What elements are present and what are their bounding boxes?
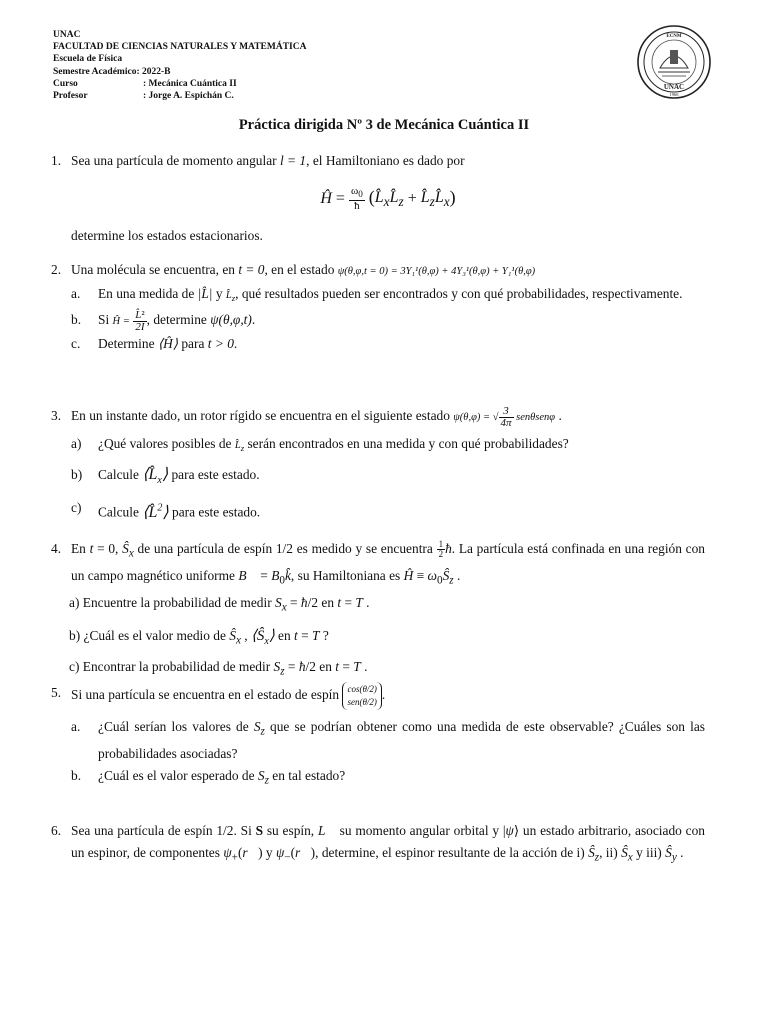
question-number: 2. [51, 262, 62, 277]
subquestion-letter: c) [71, 500, 82, 516]
professor-label: Profesor [53, 91, 88, 102]
question-1 [51, 150, 705, 246]
time-zero: t = 0 [238, 262, 265, 277]
subquestion-text: para este estado. [172, 504, 261, 520]
subquestion-letter: a) [69, 595, 80, 611]
subquestion-text: Encuentre la probabilidad de medir [82, 595, 272, 611]
subquestion-text: para este estado. [171, 466, 260, 482]
subquestion-letter: b. [71, 767, 82, 783]
subquestion-c: c) Calcule ⟨L̂$^2$⟩ para este estado. [71, 497, 705, 523]
subquestion-text: para [181, 335, 205, 351]
hamiltonian-equation: Ĥ = $\frac{\omega_0}{ħ}$ ($L̂_xL̂_z$ + $L̂_zL̂_x$) [320, 184, 456, 212]
subquestion-a: a. ¿Cuál serían los valores de $S_z$ que se podrían obtener como una medida de este observable? ¿Cuáles son las probabilidades asociadas? [71, 716, 705, 765]
question-text: , determine, el espinor resultante de la acción de i) [315, 844, 585, 860]
subquestion-c: c. Determine ⟨Ĥ⟩ para t > 0. [71, 333, 705, 355]
page-title: Práctica dirigida Nº 3 de Mecánica Cuántica II [238, 117, 530, 133]
question-text: Si una partícula se encuentra en el estado de espín [71, 687, 340, 703]
question-number: 4. [51, 541, 62, 556]
subquestion-letter: a. [71, 285, 81, 301]
semester-line: Semestre Académico: 2022-B [53, 66, 171, 77]
subquestion-text: en [319, 659, 332, 675]
subquestion-text: Si [98, 312, 110, 328]
subquestion-a: a) ¿Qué valores posibles de $L̂_z$ serán encontrados en una medida y con qué probabilidades? [71, 433, 705, 460]
course-value: : Mecánica Cuántica II [143, 78, 237, 89]
document-header [53, 29, 306, 102]
question-number: 5. [51, 685, 62, 700]
subquestion-letter: a. [71, 719, 81, 734]
subquestion-text: ¿Cuál es el valor esperado de [98, 767, 255, 783]
question-text: es medido y se encuentra [296, 541, 433, 556]
question-text: su espín, [266, 823, 315, 838]
subquestion-b: b. ¿Cuál es el valor esperado de $S_z$ en tal estado? [71, 765, 705, 792]
faculty-name: FACULTAD DE CIENCIAS NATURALES Y MATEMÁTICA [53, 42, 307, 53]
subquestion-letter: c. [71, 335, 81, 351]
subquestion-text: en [278, 627, 291, 643]
question-3: 3. En un instante dado, un rotor rígido se encuentra en el siguiente estado ψ(θ,φ) = √ $\frac{3}{4\pi}$ senθsenφ . a) ¿Qué valores posibles de $L̂_z$ serán encontrados en una medida y con qué probabilidades? b) Calcule $⟨L̂_x⟩$ para este estado. c) Calcule ⟨L̂$^2$⟩ para este estado. [51, 405, 705, 523]
question-text: , el Hamiltoniano es dado por [306, 153, 465, 168]
subquestion-c: c) Encontrar la probabilidad de medir $S_z$ = ħ/2 en t = T . [69, 659, 368, 678]
question-text: . Si [233, 823, 252, 838]
subquestion-text: En una medida de [98, 285, 195, 301]
svg-text:UNAC: UNAC [663, 83, 685, 91]
initial-state: ψ(θ,φ,t = 0) = 3Y₁¹(θ,φ) + 4Y₃¹(θ,φ) + Y₁¹(θ,φ) [337, 266, 536, 277]
question-text: . La partícula está confinada en una región con un campo magnético uniforme [71, 541, 706, 584]
subquestion-text: Determine [98, 335, 155, 351]
subquestion-text: serán encontrados en una medida y con qué probabilidades? [247, 436, 569, 452]
question-text: , ii) [599, 844, 618, 860]
course-row [53, 78, 306, 90]
question-text: Una molécula se encuentra, en [71, 262, 235, 277]
question-6: 6. Sea una partícula de espín 1/2. Si S su espín, L⃗ su momento angular orbital y |ψ⟩ un estado arbitrario, asociado con un espinor, de componentes $\psi_+(r⃗)$ y $\psi_-(r⃗)$, determine, el espinor resultante de la acción de i) $Ŝ_z$, ii) $Ŝ_x$ y iii) $Ŝ_y$ . [51, 820, 705, 869]
subquestion-text: Calcule [98, 504, 139, 520]
angular-momentum-value: l = 1 [279, 153, 307, 168]
school-name: Escuela de Física [53, 54, 123, 65]
question-text: su momento angular orbital y [339, 823, 500, 838]
subquestion-a: a. En una medida de |L̂| y $L̂_z$, qué resultados pueden ser encontrados y con qué probabilidades, respectivamente. [71, 283, 705, 310]
spin-state-vector: cos(θ/2) sen(θ/2) [342, 682, 381, 710]
subquestion-text: en tal estado? [272, 767, 346, 783]
question-number: 3. [51, 408, 62, 423]
subquestion-text: Calcule [98, 466, 139, 482]
university-name: UNAC [53, 30, 81, 40]
subquestion-text: ¿Cuál es el valor medio de [83, 627, 226, 643]
question-5: 5. Si una partícula se encuentra en el estado de espín cos(θ/2) sen(θ/2) . a. ¿Cuál serían los valores de $S_z$ que se podrían obtener como una medida de este observable? ¿Cuáles son las probabilidades asociadas? b. ¿Cuál es el valor esperado de $S_z$ en tal estado? [51, 682, 705, 792]
question-text: En un instante dado, un rotor rígido se encuentra en el siguiente estado [71, 408, 450, 423]
subquestion-text: y [215, 285, 223, 301]
course-label: Curso [53, 78, 78, 89]
question-text: y [265, 844, 273, 860]
question-number: 6. [51, 823, 62, 838]
question-text: determine los estados estacionarios. [71, 227, 263, 243]
university-seal-logo [636, 24, 712, 100]
subquestion-a: a) Encuentre la probabilidad de medir $S_x$ = ħ/2 en t = T . [69, 595, 370, 615]
question-text: y iii) [636, 844, 662, 860]
subquestion-text: , determine [146, 312, 207, 328]
question-2 [51, 259, 705, 354]
question-text: un estado arbitrario, asociado con un espinor, de componentes [71, 823, 705, 860]
question-4: 4. En t = 0, $Ŝ_x$ de una partícula de espín 1/2 es medido y se encuentra $\frac{1}{2}$ ħ. La partícula está confinada en una región con un campo magnético uniforme B⃗ = $B_0k̂$, su Hamiltoniana es Ĥ ≡ $\omega_0Ŝ_z$ . a) Encuentre la probabilidad de medir $S_x$ = ħ/2 en t = T . b) ¿Cuál es el valor medio de $Ŝ_x$ , $⟨Ŝ_x⟩$ en t = T ? c) Encontrar la probabilidad de medir $S_z$ = ħ/2 en t = T . [51, 538, 705, 683]
question-text: Sea una partícula de momento angular [71, 153, 277, 168]
subquestion-letter: c) [69, 659, 80, 675]
question-number: 1. [51, 153, 62, 168]
subquestion-b: b) Calcule $⟨L̂_x⟩$ para este estado. [71, 465, 260, 486]
subquestion-text: que se podrían obtener como una medida de este observable? ¿Cuáles son las probabilidades asociadas? [98, 719, 705, 762]
professor-row [53, 90, 306, 102]
question-text: , su Hamiltoniana es [290, 568, 401, 584]
subquestion-letter: b) [71, 466, 83, 482]
subquestion-text: en [321, 595, 335, 611]
professor-value: : Jorge A. Espichán C. [143, 91, 234, 102]
question-text: En [71, 541, 86, 556]
svg-text:ECNM: ECNM [666, 34, 682, 39]
subquestion-letter: b) [69, 627, 81, 643]
subquestion-b: b) ¿Cuál es el valor medio de $Ŝ_x$ , $⟨Ŝ_x⟩$ en t = T ? [69, 627, 329, 647]
svg-text:1966: 1966 [669, 92, 679, 97]
subquestion-b: b. Si Ĥ = $\frac{\text{L̂²}}{2I}$ , determine ψ(θ,φ,t). [71, 308, 256, 333]
subquestion-text: ¿Cuál serían los valores de [98, 719, 249, 734]
time-condition: t > 0 [207, 335, 234, 351]
question-text: de una partícula de espín [137, 541, 273, 556]
subquestion-letter: b. [71, 312, 82, 328]
question-text: , en el estado [264, 262, 335, 277]
subquestion-text: Encontrar la probabilidad de medir [82, 659, 271, 675]
subquestion-text: , qué resultados pueden ser encontrados y con qué probabilidades, respectivamente. [235, 285, 683, 301]
subquestion-letter: a) [71, 436, 82, 452]
question-text: Sea una partícula de espín [71, 823, 213, 838]
subquestion-text: ¿Qué valores posibles de [98, 436, 232, 452]
psi-function: ψ(θ,φ,t) [210, 312, 252, 328]
